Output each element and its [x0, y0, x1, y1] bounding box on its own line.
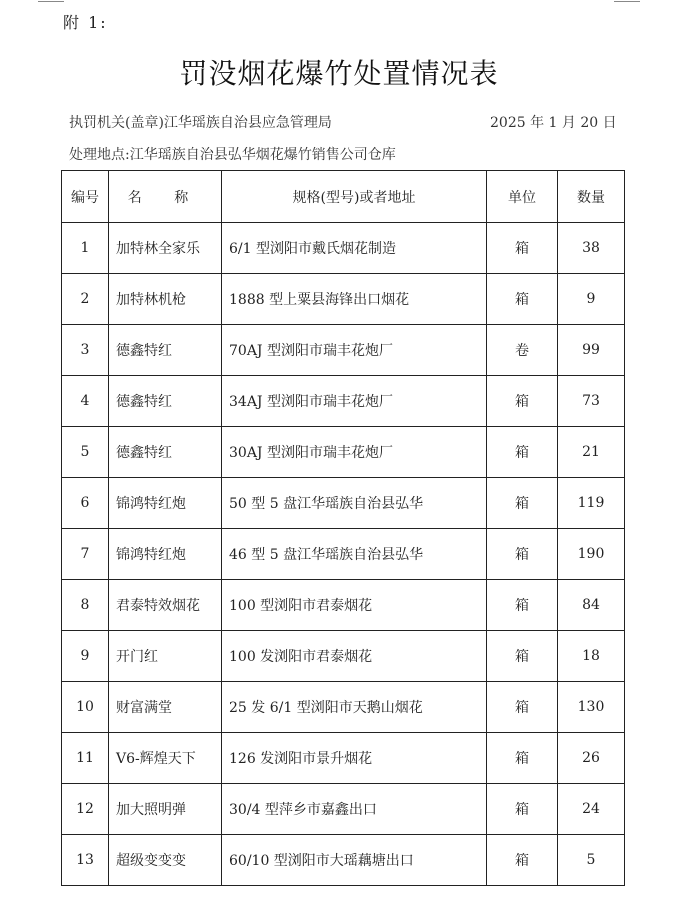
cell-unit: 箱 [487, 733, 558, 784]
cell-unit: 箱 [487, 376, 558, 427]
cell-number: 1 [62, 223, 109, 274]
attachment-label: 附 1: [63, 13, 108, 32]
header-quantity: 数量 [558, 171, 625, 223]
cell-name: 加大照明弹 [109, 784, 222, 835]
cell-quantity: 9 [558, 274, 625, 325]
cell-name: 加特林机枪 [109, 274, 222, 325]
cell-name: 德鑫特红 [109, 325, 222, 376]
cell-unit: 卷 [487, 325, 558, 376]
cell-unit: 箱 [487, 784, 558, 835]
cell-quantity: 5 [558, 835, 625, 886]
table-row [62, 682, 625, 733]
cell-spec: 34AJ 型浏阳市瑞丰花炮厂 [222, 376, 487, 427]
table-row [62, 325, 625, 376]
table-row [62, 529, 625, 580]
cell-spec: 70AJ 型浏阳市瑞丰花炮厂 [222, 325, 487, 376]
page-corner-rule [614, 1, 640, 2]
cell-name: 德鑫特红 [109, 376, 222, 427]
table-row [62, 427, 625, 478]
cell-quantity: 73 [558, 376, 625, 427]
cell-number: 11 [62, 733, 109, 784]
cell-unit: 箱 [487, 529, 558, 580]
cell-unit: 箱 [487, 427, 558, 478]
cell-number: 8 [62, 580, 109, 631]
table-body [62, 223, 625, 886]
header-spec: 规格(型号)或者地址 [222, 171, 487, 223]
cell-unit: 箱 [487, 682, 558, 733]
cell-number: 13 [62, 835, 109, 886]
header-number: 编号 [62, 171, 109, 223]
table-header-row [62, 171, 625, 223]
cell-quantity: 84 [558, 580, 625, 631]
cell-quantity: 24 [558, 784, 625, 835]
cell-number: 9 [62, 631, 109, 682]
cell-quantity: 119 [558, 478, 625, 529]
cell-name: 开门红 [109, 631, 222, 682]
table-row [62, 733, 625, 784]
table-row [62, 274, 625, 325]
cell-number: 5 [62, 427, 109, 478]
cell-spec: 25 发 6/1 型浏阳市天鹅山烟花 [222, 682, 487, 733]
cell-spec: 30AJ 型浏阳市瑞丰花炮厂 [222, 427, 487, 478]
cell-number: 10 [62, 682, 109, 733]
cell-quantity: 190 [558, 529, 625, 580]
cell-number: 6 [62, 478, 109, 529]
cell-name: 超级变变变 [109, 835, 222, 886]
cell-name: 锦鸿特红炮 [109, 478, 222, 529]
cell-quantity: 99 [558, 325, 625, 376]
table-row [62, 478, 625, 529]
enforcement-agency: 执罚机关(盖章)江华瑶族自治县应急管理局 [69, 115, 332, 131]
table-row [62, 580, 625, 631]
cell-quantity: 38 [558, 223, 625, 274]
cell-spec: 126 发浏阳市景升烟花 [222, 733, 487, 784]
cell-quantity: 18 [558, 631, 625, 682]
cell-quantity: 130 [558, 682, 625, 733]
table-row [62, 223, 625, 274]
document-date: 2025 年 1 月 20 日 [490, 115, 617, 131]
cell-number: 2 [62, 274, 109, 325]
page-corner-rule [38, 1, 64, 2]
table-row [62, 784, 625, 835]
cell-number: 4 [62, 376, 109, 427]
page-title: 罚没烟花爆竹处置情况表 [179, 57, 499, 90]
cell-quantity: 21 [558, 427, 625, 478]
cell-spec: 46 型 5 盘江华瑶族自治县弘华 [222, 529, 487, 580]
table-row [62, 835, 625, 886]
cell-spec: 6/1 型浏阳市戴氏烟花制造 [222, 223, 487, 274]
header-name: 名 称 [109, 171, 222, 223]
cell-spec: 1888 型上粟县海锋出口烟花 [222, 274, 487, 325]
cell-spec: 100 型浏阳市君泰烟花 [222, 580, 487, 631]
cell-unit: 箱 [487, 478, 558, 529]
cell-number: 7 [62, 529, 109, 580]
cell-number: 3 [62, 325, 109, 376]
cell-unit: 箱 [487, 223, 558, 274]
header-unit: 单位 [487, 171, 558, 223]
cell-spec: 50 型 5 盘江华瑶族自治县弘华 [222, 478, 487, 529]
cell-name: V6-辉煌天下 [109, 733, 222, 784]
cell-spec: 60/10 型浏阳市大瑶藕塘出口 [222, 835, 487, 886]
cell-name: 德鑫特红 [109, 427, 222, 478]
cell-name: 加特林全家乐 [109, 223, 222, 274]
cell-unit: 箱 [487, 835, 558, 886]
confiscated-fireworks-table [61, 170, 625, 886]
disposal-location: 处理地点:江华瑶族自治县弘华烟花爆竹销售公司仓库 [69, 147, 396, 163]
cell-spec: 30/4 型萍乡市嘉鑫出口 [222, 784, 487, 835]
cell-name: 财富满堂 [109, 682, 222, 733]
cell-unit: 箱 [487, 580, 558, 631]
cell-unit: 箱 [487, 274, 558, 325]
cell-quantity: 26 [558, 733, 625, 784]
cell-unit: 箱 [487, 631, 558, 682]
cell-name: 君泰特效烟花 [109, 580, 222, 631]
table-row [62, 631, 625, 682]
cell-number: 12 [62, 784, 109, 835]
table-row [62, 376, 625, 427]
cell-name: 锦鸿特红炮 [109, 529, 222, 580]
cell-spec: 100 发浏阳市君泰烟花 [222, 631, 487, 682]
